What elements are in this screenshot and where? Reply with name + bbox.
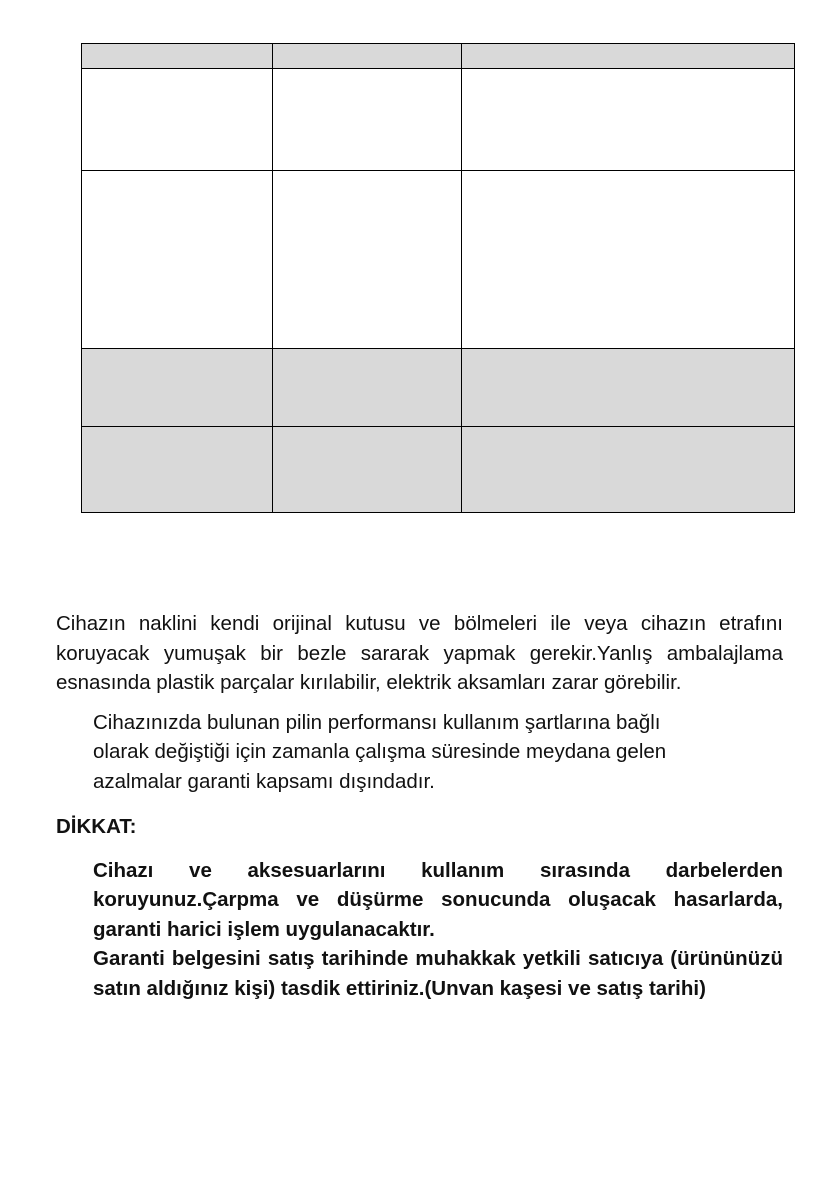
table-row [82,69,795,171]
table-row [82,349,795,427]
table-header-row [82,44,795,69]
table-cell [462,349,795,427]
table-cell [273,44,462,69]
table-cell [273,427,462,513]
spec-table [81,43,795,513]
transport-paragraph: Cihazın naklini kendi orijinal kutusu ve bölmeleri ile veya cihazın etrafını koruyacak yumuşak bir bezle sararak yapmak gerekir.Yanlış ambalajlama esnasında plastik parçalar kırılabilir, elektrik aksamları zarar görebilir. [56,612,783,694]
warning-paragraph: Cihazı ve aksesuarlarını kullanım sırasında darbelerden koruyunuz.Çarpma ve düşürme sonucunda oluşacak hasarlarda, garanti harici işlem uygulanacaktır. [93,858,783,941]
table-row [82,427,795,513]
table-cell [82,44,273,69]
table-cell [462,427,795,513]
table-cell [82,427,273,513]
table-cell [462,171,795,349]
warning-title: DİKKAT: [56,815,137,838]
battery-line: olarak değiştiği için zamanla çalışma süresinde meydana gelen [93,740,667,763]
table-cell [462,69,795,171]
table-row [82,171,795,349]
table-cell [82,171,273,349]
table-cell [462,44,795,69]
table-cell [82,69,273,171]
battery-line: Cihazınızda bulunan pilin performansı kullanım şartlarına bağlı [93,710,661,734]
warning-block [93,856,783,1004]
table-cell [273,349,462,427]
battery-line: azalmalar garanti kapsamı dışındadır. [93,769,435,793]
document-body [56,609,783,1003]
table-cell [82,349,273,427]
spec-table-container [81,43,794,513]
warning-paragraph: Garanti belgesini satış tarihinde muhakkak yetkili satıcıya (ürününüzü satın aldığınız kişi) tasdik ettiriniz.(Unvan kaşesi ve satış tarihi) [93,947,783,1000]
table-cell [273,171,462,349]
table-cell [273,69,462,171]
battery-note [93,708,783,797]
